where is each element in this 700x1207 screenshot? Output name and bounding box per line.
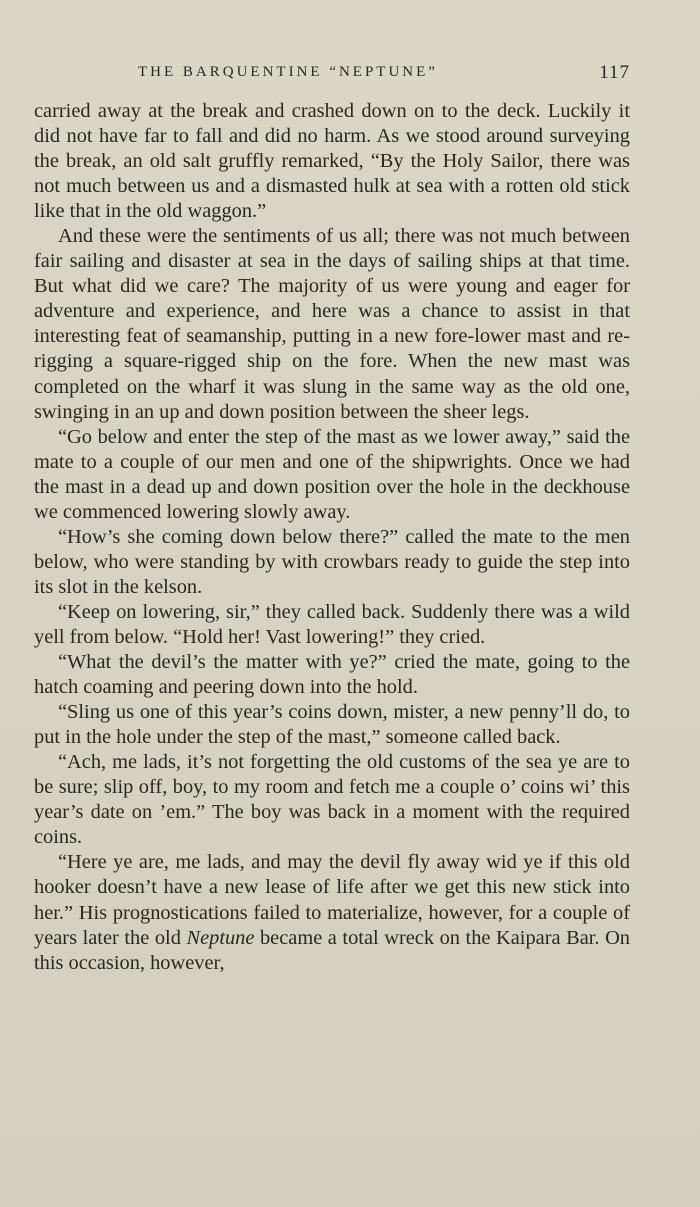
paragraph: “Keep on lowering, sir,” they called back. Suddenly there was a wild yell from below. “Hold her! Vast lowering!” they cried. <box>34 600 630 648</box>
paragraph: “What the devil’s the matter with ye?” cried the mate, going to the hatch coaming and peering down into the hold. <box>34 651 630 699</box>
paragraph: “Ach, me lads, it’s not forgetting the old customs of the sea ye are to be sure; slip off, boy, to my room and fetch me a couple o’ coins wi’ this year’s date on ’em.” The boy was back in a moment with the required coins. <box>34 751 630 849</box>
paragraph: “Go below and enter the step of the mast as we lower away,” said the mate to a couple of our men and one of the shipwrights. Once we had the mast in a dead up and down position over the hole in the deckhouse we commenced lowering slowly away. <box>34 425 630 523</box>
running-title: THE BARQUENTINE “NEPTUNE” <box>138 64 438 80</box>
page-number: 117 <box>599 62 630 83</box>
paragraph: “How’s she coming down below there?” called the mate to the men below, who were standing by with crowbars ready to guide the step into its slot in the kelson. <box>34 525 630 598</box>
paragraph: carried away at the break and crashed down on to the deck. Luckily it did not have far to fall and did no harm. As we stood around surveying the break, an old salt gruffly remarked, “By the Holy Sailor, there was not much between us and a dismasted hulk at sea with a rotten old stick like that in the old waggon.” <box>34 100 630 223</box>
paragraph: And these were the sentiments of us all; there was not much between fair sailing and disaster at sea in the days of sailing ships at that time. But what did we care? The majority of us were young and eager for adventure and experience, and here was a chance to assist in that interesting feat of seamanship, putting in a new fore-lower mast and re-rigging a square-rigged ship on the fore. When the new mast was completed on the wharf it was slung in the same way as the old one, swinging in an up and down position between the sheer legs. <box>34 225 630 423</box>
paragraph-text: “Here ye are, me lads, and may the devil fly away wid ye if this old hooker doesn’t have a new lease of life after we get this new stick into her.” His prognostications failed to materialize, however, for a couple of years later the old <box>34 851 630 949</box>
paragraph: “Sling us one of this year’s coins down, mister, a new penny’ll do, to put in the hole under the step of the mast,” someone called back. <box>34 701 630 749</box>
paragraph-last <box>34 850 630 975</box>
running-header <box>34 60 630 86</box>
ship-name: Neptune <box>186 926 255 949</box>
body-text <box>34 99 630 976</box>
paragraph-text: became a total wreck on the Kaipara Bar. On this occasion, however, <box>34 926 630 974</box>
